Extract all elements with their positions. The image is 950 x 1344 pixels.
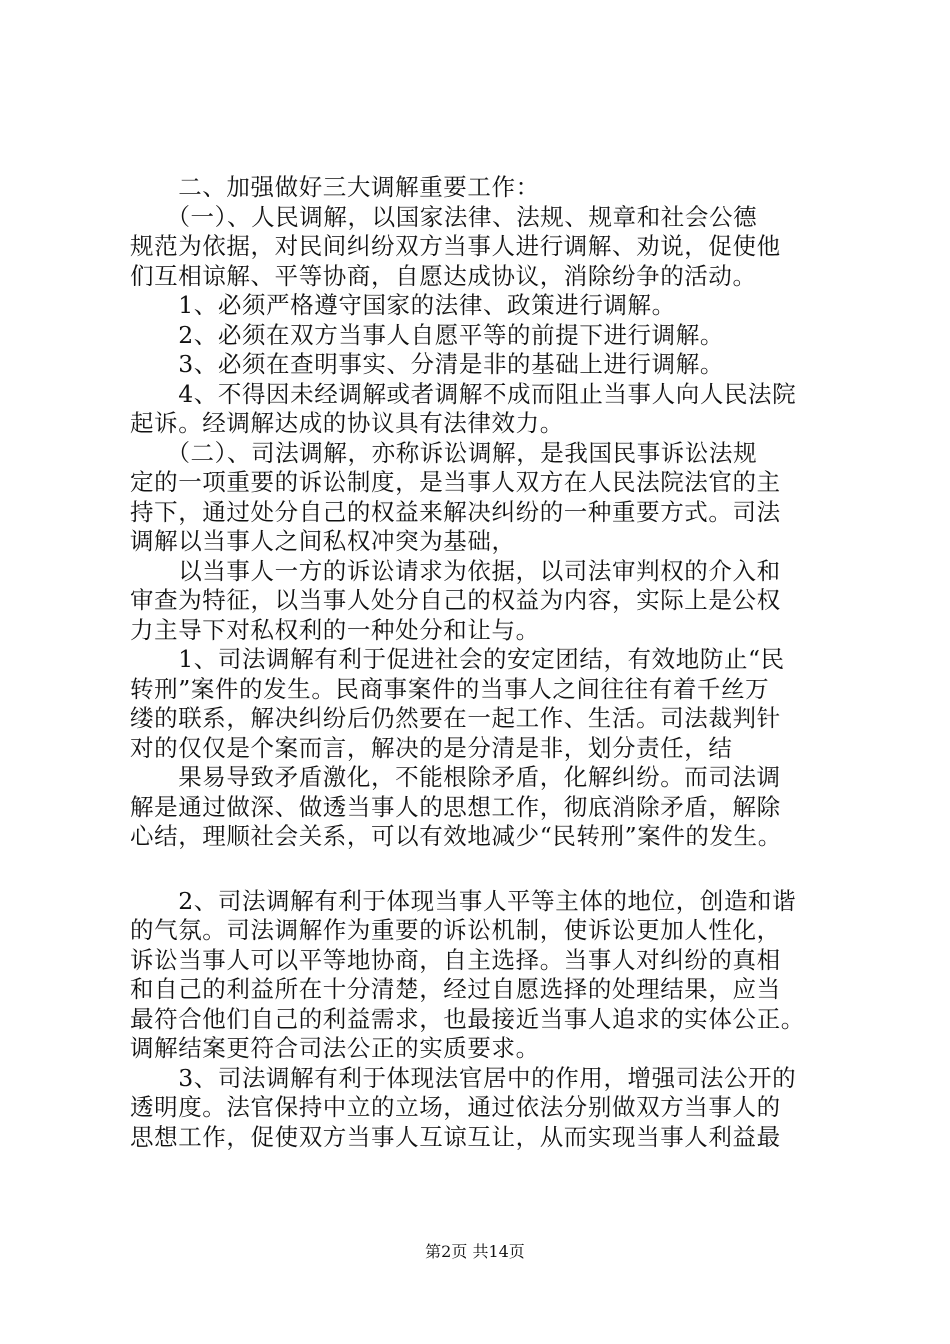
section-heading: 二、加强做好三大调解重要工作：: [130, 173, 540, 201]
paragraph-line: 起诉。经调解达成的协议具有法律效力。: [130, 409, 564, 437]
paragraph-line: 透明度。法官保持中立的立场，通过依法分别做双方当事人的: [130, 1093, 781, 1121]
document-body: [130, 173, 835, 1152]
list-item: 4、不得因未经调解或者调解不成而阻止当事人向人民法院: [130, 379, 797, 408]
paragraph-line: （二）、司法调解，亦称诉讼调解，是我国民事诉讼法规: [130, 438, 758, 467]
list-item: 1、必须严格遵守国家的法律、政策进行调解。: [130, 291, 676, 319]
paragraph-line: 解是通过做深、做透当事人的思想工作，彻底消除矛盾，解除: [130, 792, 781, 821]
paragraph-line: 心结，理顺社会关系，可以有效地减少“民转刑”案件的发生。: [130, 822, 782, 850]
paragraph-line: 转刑”案件的发生。民商事案件的当事人之间往往有着千丝万: [130, 674, 770, 703]
paragraph-line: 最符合他们自己的利益需求，也最接近当事人追求的实体公正。: [130, 1004, 805, 1033]
paragraph-line: 调解以当事人之间私权冲突为基础，: [130, 527, 516, 555]
paragraph-line: 调解结案更符合司法公正的实质要求。: [130, 1034, 540, 1062]
paragraph-line: 思想工作，促使双方当事人互谅互让，从而实现当事人利益最: [130, 1122, 781, 1151]
page-footer: [0, 1242, 950, 1262]
paragraph-line: 审查为特征，以当事人处分自己的权益为内容，实际上是公权: [130, 586, 781, 614]
list-item: 2、司法调解有利于体现当事人平等主体的地位，创造和谐: [130, 886, 797, 915]
paragraph-line: 对的仅仅是个案而言，解决的是分清是非，划分责任，结: [130, 733, 733, 762]
list-item: 2、必须在双方当事人自愿平等的前提下进行调解。: [130, 320, 724, 349]
list-item: 1、司法调解有利于促进社会的安定团结，有效地防止“民: [130, 645, 785, 673]
paragraph-line: 的气氛。司法调解作为重要的诉讼机制，使诉讼更加人性化，: [130, 916, 781, 944]
paragraph-line: 定的一项重要的诉讼制度，是当事人双方在人民法院法官的主: [130, 468, 781, 496]
paragraph-line: 果易导致矛盾激化，不能根除矛盾，化解纠纷。而司法调: [130, 763, 781, 791]
paragraph-line: 缕的联系，解决纠纷后仍然要在一起工作、生活。司法裁判针: [130, 704, 781, 732]
paragraph-line: 规范为依据，对民间纠纷双方当事人进行调解、劝说，促使他: [130, 232, 781, 260]
paragraph-line: 和自己的利益所在十分清楚，经过自愿选择的处理结果，应当: [130, 975, 781, 1003]
paragraph-line: 持下，通过处分自己的权益来解决纠纷的一种重要方式。司法: [130, 497, 781, 526]
paragraph-line: 们互相谅解、平等协商，自愿达成协议，消除纷争的活动。: [130, 261, 757, 290]
paragraph-line: 诉讼当事人可以平等地协商，自主选择。当事人对纠纷的真相: [130, 945, 781, 974]
paragraph-line: 力主导下对私权利的一种处分和让与。: [130, 615, 540, 644]
page-number-label: 第2页 共14页: [425, 1242, 525, 1261]
paragraph-line: （一）、人民调解，以国家法律、法规、规章和社会公德: [130, 202, 758, 231]
list-item: 3、司法调解有利于体现法官居中的作用，增强司法公开的: [130, 1063, 797, 1092]
paragraph-gap: [130, 852, 835, 887]
list-item: 3、必须在查明事实、分清是非的基础上进行调解。: [130, 350, 724, 378]
paragraph-line: 以当事人一方的诉讼请求为依据，以司法审判权的介入和: [130, 556, 781, 585]
